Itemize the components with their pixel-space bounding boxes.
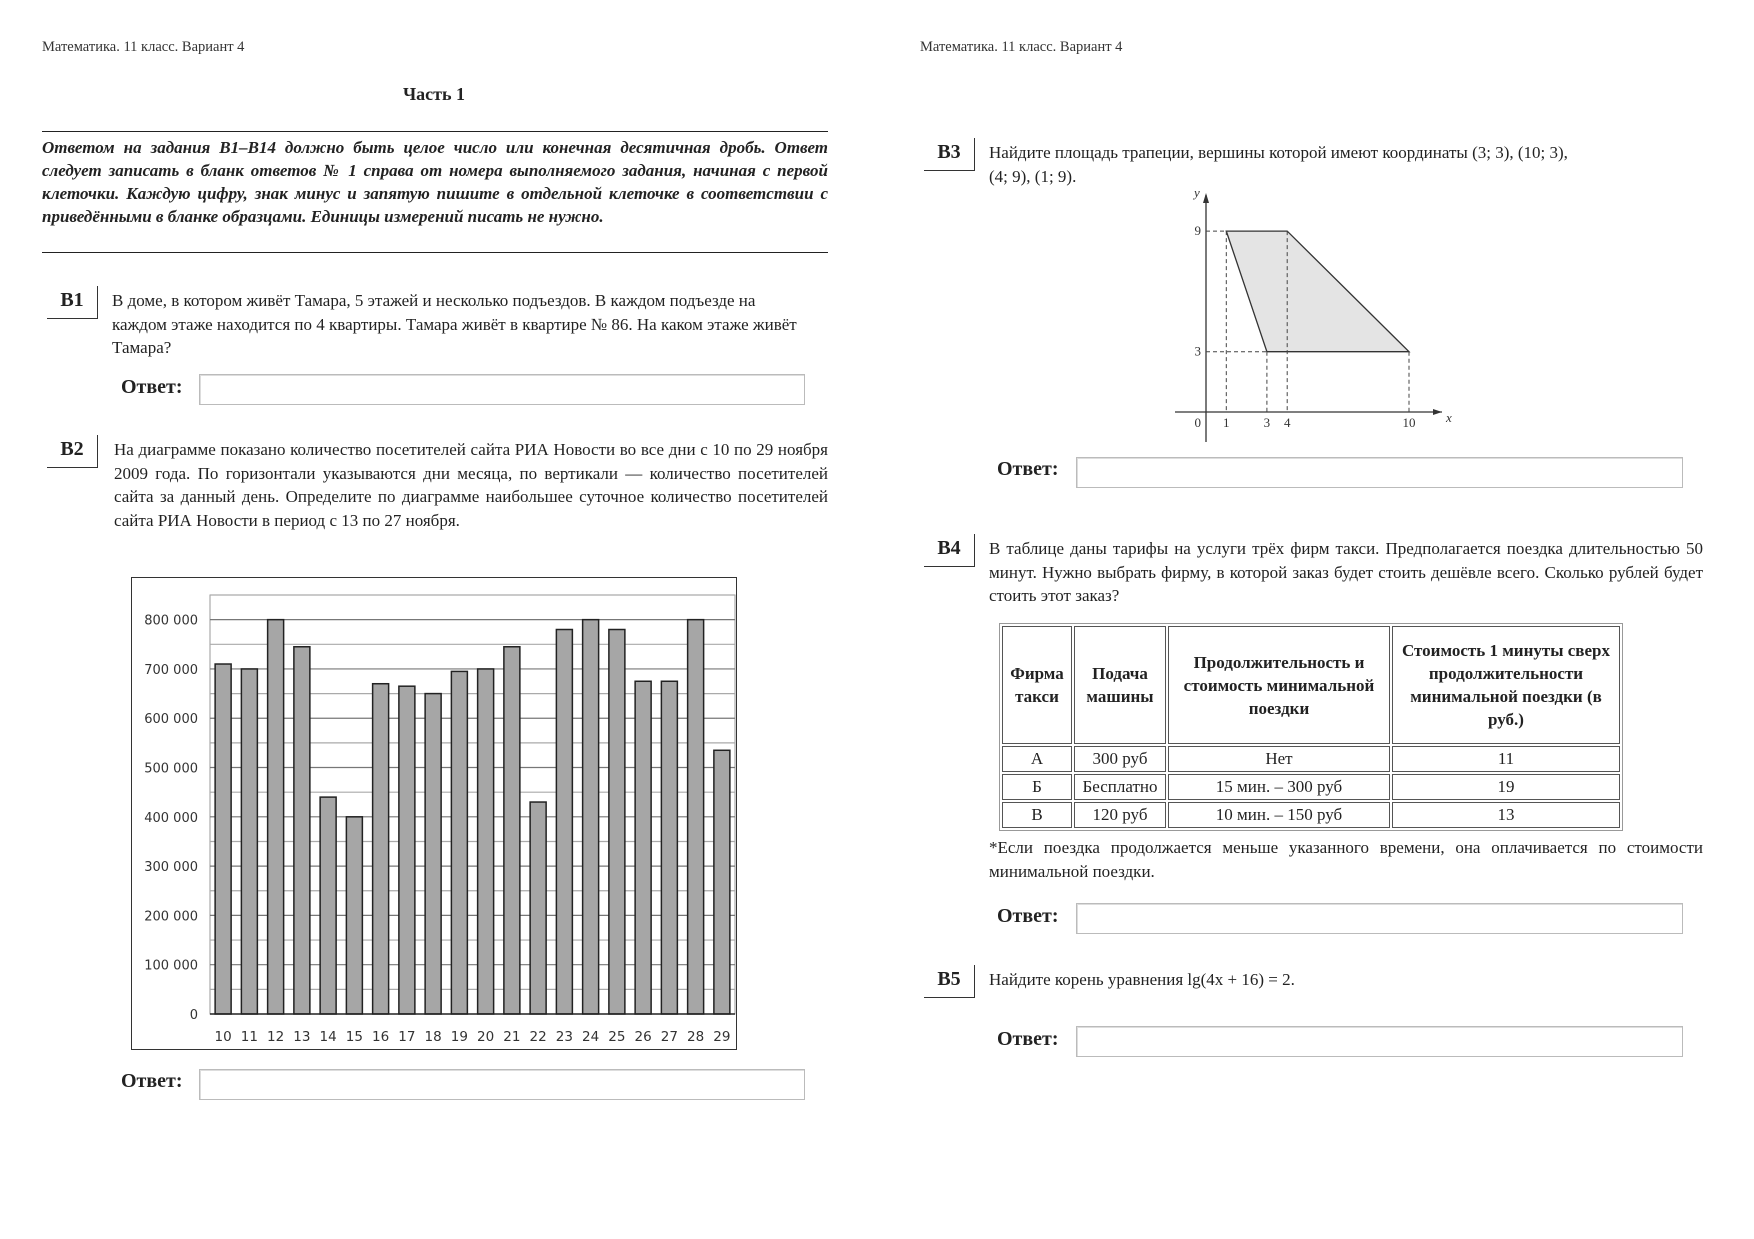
- table-cell: 10 мин. – 150 руб: [1168, 802, 1390, 828]
- y-tick-label: 9: [1194, 223, 1201, 239]
- x-tick-label: 13: [292, 1028, 310, 1045]
- x-tick-label: 16: [371, 1028, 389, 1045]
- x-tick-label: 24: [581, 1028, 599, 1045]
- table-cell: 300 руб: [1074, 746, 1166, 772]
- table-header-row: [1002, 626, 1620, 744]
- x-tick-label: 19: [450, 1028, 468, 1045]
- question-text-b4: В таблице даны тарифы на услуги трёх фирм такси. Предполагается поездка длительностью 50 минут. Нужно выбрать фирму, в которой заказ будет стоить дешёвле всего. Сколько рублей будет стоить этот заказ?: [989, 539, 1703, 605]
- x-tick-label: 22: [529, 1028, 547, 1045]
- x-tick-label: 3: [1263, 415, 1271, 430]
- bar-17: [398, 686, 414, 1014]
- visitors-bar-chart: [131, 577, 737, 1050]
- x-tick-label: 10: [1402, 415, 1416, 430]
- y-tick-label: 400 000: [143, 810, 198, 826]
- x-tick-label: 14: [319, 1028, 337, 1045]
- question-text-b3: Найдите площадь трапеции, вершины которой имеют координаты (3; 3), (10; 3), (4; 9), (1; 9).: [989, 143, 1568, 186]
- table-row: [1002, 802, 1620, 828]
- bar-21: [503, 646, 519, 1013]
- y-tick-label: 0: [189, 1007, 198, 1023]
- divider-bottom: [42, 252, 828, 253]
- question-text-b1: В доме, в котором живёт Тамара, 5 этажей и несколько подъездов. В каждом подъезде на каждом этаже находится по 4 квартиры. Тамара живёт в квартире № 86. На каком этаже живёт Тамара?: [112, 291, 797, 357]
- question-label-b1: B1: [47, 286, 98, 319]
- answer-field-b3[interactable]: [1076, 457, 1683, 488]
- bar-chart-svg: [131, 577, 737, 1050]
- bar-11: [241, 668, 257, 1013]
- answer-label-b3: Ответ:: [997, 458, 1059, 480]
- x-tick-label: 15: [345, 1028, 363, 1045]
- x-tick-label: 28: [686, 1028, 704, 1045]
- bar-18: [425, 693, 441, 1013]
- y-tick-label: 100 000: [143, 958, 198, 974]
- table-row: [1002, 774, 1620, 800]
- trapezoid-graph: [1160, 185, 1460, 450]
- question-text-b5: Найдите корень уравнения lg(4x + 16) = 2.: [989, 970, 1295, 989]
- instructions: Ответом на задания B1–B14 должно быть целое число или конечная десятичная дробь. Ответ следует записать в бланк ответов № 1 справа от номера выполняемого задания, начиная с первой клеточки. Каждую цифру, знак минус и запятую пишите в отдельной клеточке в соответствии с приведёнными в бланке образцами. Единицы измерений писать не нужно.: [42, 138, 828, 226]
- footnote-b4: *Если поездка продолжается меньше указанного времени, она оплачивается по стоимости минимальной поездки.: [989, 838, 1703, 881]
- x-tick-label: 21: [502, 1028, 520, 1045]
- x-tick-label: 12: [266, 1028, 284, 1045]
- table-cell: 120 руб: [1074, 802, 1166, 828]
- page-header-right: Математика. 11 класс. Вариант 4: [920, 39, 1123, 55]
- page-header-left: Математика. 11 класс. Вариант 4: [42, 39, 245, 55]
- part-title: Часть 1: [402, 84, 466, 104]
- column-header: Подача машины: [1074, 626, 1166, 744]
- x-tick-label: 26: [634, 1028, 652, 1045]
- x-tick-label: 4: [1283, 415, 1291, 430]
- x-tick-label: 29: [712, 1028, 730, 1045]
- table-cell: Б: [1002, 774, 1072, 800]
- bar-28: [687, 619, 703, 1013]
- table-cell: 13: [1392, 802, 1620, 828]
- answer-field-b5[interactable]: [1076, 1026, 1683, 1057]
- bar-22: [530, 802, 546, 1014]
- bar-27: [661, 681, 677, 1014]
- question-label-b5: B5: [924, 965, 975, 998]
- bar-10: [215, 664, 231, 1014]
- answer-field-b1[interactable]: [199, 374, 805, 405]
- column-header: Продолжительность и стоимость минимальной поездки: [1168, 626, 1390, 744]
- origin-label: 0: [1194, 415, 1201, 430]
- x-axis-arrow-icon: [1433, 409, 1442, 415]
- plot-area: [210, 595, 735, 1014]
- bar-19: [451, 671, 467, 1014]
- answer-label-b5: Ответ:: [997, 1028, 1059, 1050]
- answer-label-b1: Ответ:: [121, 376, 183, 398]
- x-tick-label: 23: [555, 1028, 573, 1045]
- bar-12: [267, 619, 283, 1013]
- bar-16: [372, 683, 388, 1013]
- x-axis-label: x: [1446, 410, 1452, 425]
- y-tick-label: 800 000: [143, 613, 198, 629]
- y-tick-label: 200 000: [143, 908, 198, 924]
- x-tick-label: 11: [240, 1028, 258, 1045]
- bar-13: [293, 646, 309, 1013]
- bar-29: [713, 750, 729, 1014]
- bar-20: [477, 668, 493, 1013]
- bar-14: [320, 797, 336, 1014]
- column-header: Стоимость 1 минуты сверх продолжительности минимальной поездки (в руб.): [1392, 626, 1620, 744]
- y-tick-label: 3: [1194, 343, 1201, 359]
- x-tick-label: 1: [1223, 415, 1230, 430]
- answer-label-b4: Ответ:: [997, 905, 1059, 927]
- x-tick-label: 20: [476, 1028, 494, 1045]
- bar-25: [608, 629, 624, 1013]
- x-tick-label: 18: [424, 1028, 442, 1045]
- question-text-b2: На диаграмме показано количество посетителей сайта РИА Новости во все дни с 10 по 29 ноября 2009 года. По горизонтали указываются дни месяца, по вертикали — количество посетителей сайта за данный день. Определите по диаграмме наибольшее суточное количество посетителей сайта РИА Новости в период с 13 по 27 ноября.: [114, 440, 828, 530]
- table-cell: 11: [1392, 746, 1620, 772]
- question-label-b3: B3: [924, 138, 975, 171]
- answer-field-b2[interactable]: [199, 1069, 805, 1100]
- table-row: [1002, 746, 1620, 772]
- question-label-b2: B2: [47, 435, 98, 468]
- bar-24: [582, 619, 598, 1013]
- y-tick-label: 500 000: [143, 761, 198, 777]
- question-label-b4: B4: [924, 534, 975, 567]
- column-header: Фирма такси: [1002, 626, 1072, 744]
- table-cell: А: [1002, 746, 1072, 772]
- bar-15: [346, 816, 362, 1013]
- x-tick-label: 27: [660, 1028, 678, 1045]
- answer-field-b4[interactable]: [1076, 903, 1683, 934]
- table-cell: Нет: [1168, 746, 1390, 772]
- table-cell: 19: [1392, 774, 1620, 800]
- table-cell: Бесплатно: [1074, 774, 1166, 800]
- table-cell: 15 мин. – 300 руб: [1168, 774, 1390, 800]
- y-tick-label: 300 000: [143, 859, 198, 875]
- answer-label-b2: Ответ:: [121, 1070, 183, 1092]
- bar-26: [635, 681, 651, 1014]
- y-tick-label: 600 000: [143, 711, 198, 727]
- y-axis-label: y: [1194, 185, 1200, 200]
- trapezoid: [1226, 231, 1409, 352]
- table-cell: В: [1002, 802, 1072, 828]
- x-tick-label: 10: [214, 1028, 232, 1045]
- divider-top: [42, 131, 828, 132]
- x-tick-label: 25: [607, 1028, 625, 1045]
- taxi-tariffs-table: [999, 623, 1623, 831]
- x-tick-label: 17: [397, 1028, 415, 1045]
- y-tick-label: 700 000: [143, 662, 198, 678]
- bar-23: [556, 629, 572, 1013]
- y-axis-arrow-icon: [1203, 193, 1209, 203]
